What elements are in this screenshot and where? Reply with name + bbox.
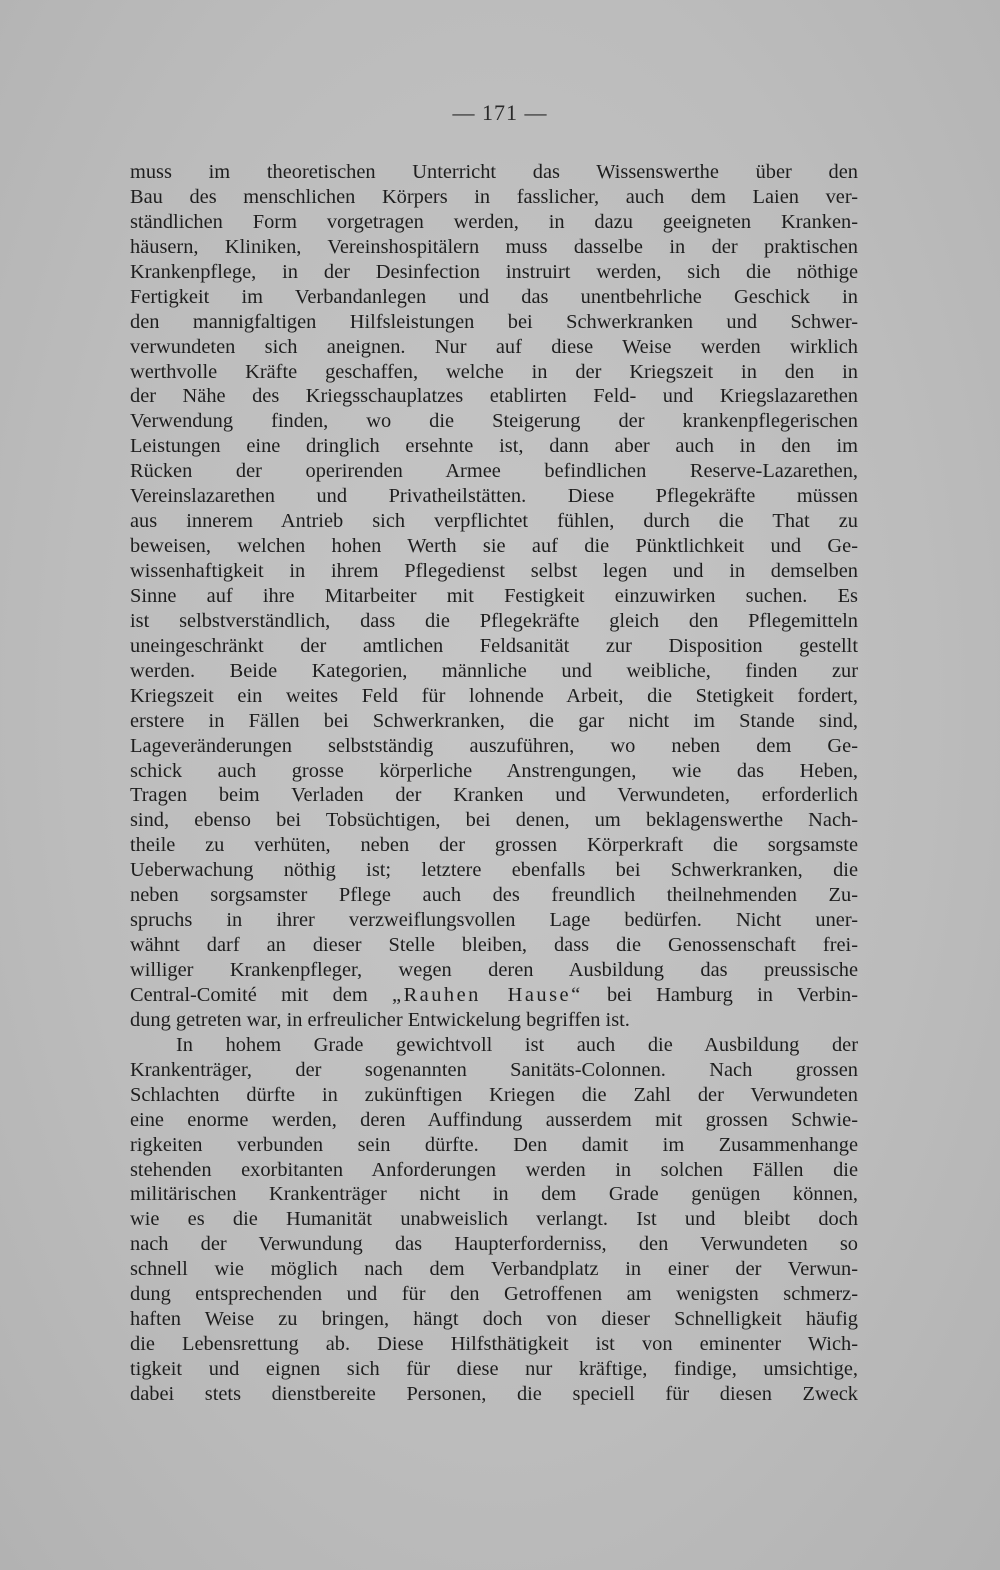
text-line [130,983,858,1008]
text-line: theile zu verhüten, neben der grossen Körperkraft die sorgsamste [130,834,858,857]
text-line: werden. Beide Kategorien, männliche und weibliche, finden zur [130,659,858,682]
text-line-part: Central-Comité mit dem [130,983,368,1006]
text-line: dung entsprechenden und für den Getroffenen am wenigsten schmerz- [130,1283,858,1306]
text-line: Krankenträger, der sogenannten Sanitäts-Colonnen. Nach grossen [130,1058,858,1081]
text-line: die Lebensrettung ab. Diese Hilfsthätigkeit ist von eminenter Wich- [130,1333,858,1356]
text-line: erstere in Fällen bei Schwerkranken, die gar nicht im Stande sind, [130,709,858,732]
text-line: Fertigkeit im Verbandanlegen und das unentbehrliche Geschick in [130,285,858,308]
body-text [130,160,858,1407]
text-line: wissenhaftigkeit in ihrem Pflegedienst selbst legen und in demselben [130,560,858,582]
text-line: Lageveränderungen selbstständig auszuführen, wo neben dem Ge- [130,734,858,757]
text-line: Krankenpflege, in der Desinfection instruirt werden, sich die nöthige [130,260,858,283]
text-line: dung getreten war, in erfreulicher Entwickelung begriffen ist. [130,1008,630,1031]
text-line: den mannigfaltigen Hilfsleistungen bei Schwerkranken und Schwer- [130,310,858,333]
text-line: ständlichen Form vorgetragen werden, in dazu geeigneten Kranken- [130,210,858,233]
text-line: schnell wie möglich nach dem Verbandplatz in einer der Verwun- [130,1258,858,1281]
spaced-name: „Rauhen Hause“ [392,983,583,1006]
text-line: Kriegszeit ein weites Feld für lohnende Arbeit, die Stetigkeit fordert, [130,684,858,707]
text-line: Sinne auf ihre Mitarbeiter mit Festigkeit einzuwirken suchen. Es [130,584,858,607]
text-line: Ueberwachung nöthig ist; letztere ebenfalls bei Schwerkranken, die [130,859,858,882]
text-line: nach der Verwundung das Haupterforderniss, den Verwundeten so [130,1233,858,1256]
text-line: Bau des menschlichen Körpers in fasslicher, auch dem Laien ver- [130,185,858,208]
text-line: der Nähe des Kriegsschauplatzes etablirten Feld- und Kriegslazarethen [130,385,858,408]
text-line: wähnt darf an dieser Stelle bleiben, dass die Genossenschaft frei- [130,934,858,957]
text-line: sind, ebenso bei Tobsüchtigen, bei denen, um beklagenswerthe Nach- [130,809,858,832]
text-line: dabei stets dienstbereite Personen, die speciell für diesen Zweck [130,1382,858,1405]
text-line: beweisen, welchen hohen Werth sie auf die Pünktlichkeit und Ge- [130,535,858,558]
page-number: — 171 — [452,100,548,125]
text-line: tigkeit und eignen sich für diese nur kräftige, findige, umsichtige, [130,1358,858,1380]
text-line: Schlachten dürfte in zukünftigen Kriegen die Zahl der Verwundeten [130,1083,858,1106]
text-line: muss im theoretischen Unterricht das Wissenswerthe über den [130,161,858,183]
text-line: schick auch grosse körperliche Anstrengungen, wie das Heben, [130,759,858,782]
text-line: eine enorme werden, deren Auffindung ausserdem mit grossen Schwie- [130,1108,858,1131]
text-line: rigkeiten verbunden sein dürfte. Den damit im Zusammenhange [130,1133,858,1156]
text-line: häusern, Kliniken, Vereinshospitälern muss dasselbe in der praktischen [130,235,858,258]
text-line-part: bei Hamburg in Verbin- [606,983,859,1006]
text-line: wie es die Humanität unabweislich verlangt. Ist und bleibt doch [130,1208,858,1231]
text-line: In hohem Grade gewichtvoll ist auch die Ausbildung der [176,1033,858,1056]
text-line: verwundeten sich aneignen. Nur auf diese Weise werden wirklich [130,335,858,358]
text-line: Tragen beim Verladen der Kranken und Verwundeten, erforderlich [130,784,858,807]
text-line: neben sorgsamster Pflege auch des freundlich theilnehmenden Zu- [130,884,858,907]
text-line: Vereinslazarethen und Privatheilstätten. Diese Pflegekräfte müssen [130,485,858,508]
text-line: Leistungen eine dringlich ersehnte ist, dann aber auch in den im [130,435,858,458]
text-line: haften Weise zu bringen, hängt doch von dieser Schnelligkeit häufig [130,1308,858,1331]
text-line: williger Krankenpfleger, wegen deren Ausbildung das preussische [130,959,858,981]
text-line: uneingeschränkt der amtlichen Feldsanität zur Disposition gestellt [130,634,858,657]
text-line: spruchs in ihrer verzweiflungsvollen Lage bedürfen. Nicht uner- [130,909,858,932]
text-line: Rücken der operirenden Armee befindlichen Reserve-Lazarethen, [130,460,858,483]
text-line: ist selbstverständlich, dass die Pflegekräfte gleich den Pflegemitteln [130,609,858,632]
text-line: aus innerem Antrieb sich verpflichtet fühlen, durch die That zu [130,510,858,533]
text-line: werthvolle Kräfte geschaffen, welche in der Kriegszeit in den in [130,360,858,383]
text-line: stehenden exorbitanten Anforderungen werden in solchen Fällen die [130,1158,858,1181]
text-line: Verwendung finden, wo die Steigerung der krankenpflegerischen [130,410,858,433]
text-line: militärischen Krankenträger nicht in dem Grade genügen können, [130,1183,858,1206]
